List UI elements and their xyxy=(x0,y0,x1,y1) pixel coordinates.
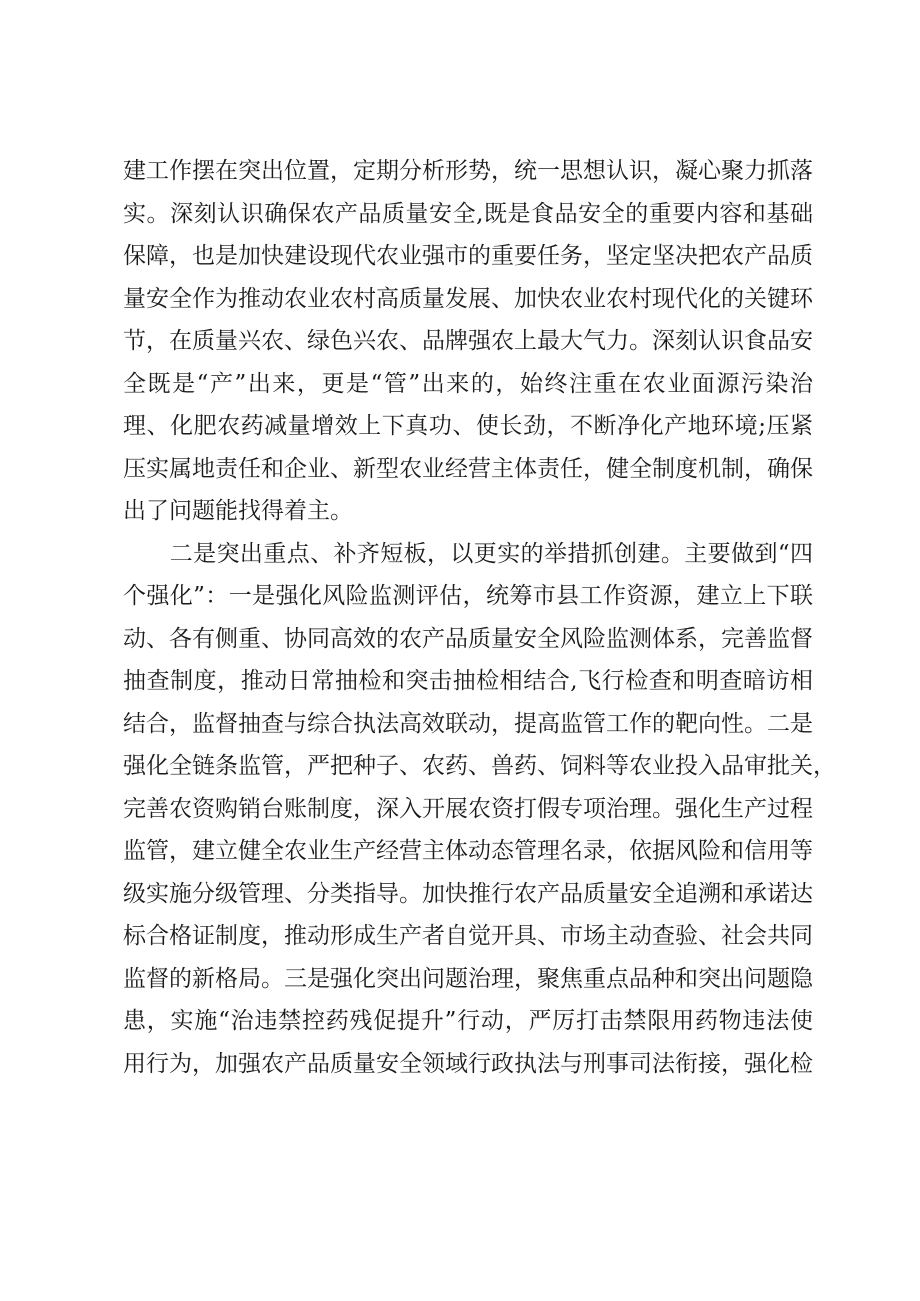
text-line: 用行为，加强农产品质量安全领域行政执法与刑事司法衔接，强化检 xyxy=(123,1050,813,1077)
text-line: 完善农资购销台账制度，深入开展农资打假专项治理。强化生产过程 xyxy=(123,795,813,822)
text-line: 结合，监督抽查与综合执法高效联动，提高监管工作的靶向性。二是 xyxy=(123,710,813,737)
text-line: 标合格证制度，推动形成生产者自觉开具、市场主动查验、社会共同 xyxy=(123,923,813,949)
text-line: 建工作摆在突出位置，定期分析形势，统一思想认识，凝心聚力抓落 xyxy=(123,158,813,184)
text-line: 压实属地责任和企业、新型农业经营主体责任，健全制度机制，确保 xyxy=(123,455,813,482)
text-line: 全既是“产”出来，更是“管”出来的，始终注重在农业面源污染治 xyxy=(123,370,813,397)
text-line: 个强化”：一是强化风险监测评估，统筹市县工作资源，建立上下联 xyxy=(123,583,813,609)
text-line: 实。深刻认识确保农产品质量安全,既是食品安全的重要内容和基础 xyxy=(123,200,813,227)
text-line: 量安全作为推动农业农村高质量发展、加快农业农村现代化的关键环 xyxy=(123,285,813,312)
text-line: 抽查制度，推动日常抽检和突击抽检相结合,飞行检查和明查暗访相 xyxy=(123,668,813,694)
text-line: 级实施分级管理、分类指导。加快推行农产品质量安全追溯和承诺达 xyxy=(123,880,813,907)
text-line: 保障，也是加快建设现代农业强市的重要任务，坚定坚决把农产品质 xyxy=(123,243,813,269)
text-line: 二是突出重点、补齐短板，以更实的举措抓创建。主要做到“四 xyxy=(123,540,813,567)
text-line: 患，实施“治违禁控药残促提升”行动，严厉打击禁限用药物违法使 xyxy=(123,1008,813,1034)
text-line: 理、化肥农药减量增效上下真功、使长劲，不断净化产地环境;压紧 xyxy=(123,413,813,439)
text-line: 强化全链条监管，严把种子、农药、兽药、饲料等农业投入品审批关， xyxy=(123,753,836,779)
text-line: 出了问题能找得着主。 xyxy=(123,498,353,524)
text-line: 节，在质量兴农、绿色兴农、品牌强农上最大气力。深刻认识食品安 xyxy=(123,328,813,354)
body-text xyxy=(123,150,836,1085)
text-line: 监督的新格局。三是强化突出问题治理，聚焦重点品种和突出问题隐 xyxy=(123,965,813,992)
text-line: 监管，建立健全农业生产经营主体动态管理名录，依据风险和信用等 xyxy=(123,838,813,864)
text-line: 动、各有侧重、协同高效的农产品质量安全风险监测体系，完善监督 xyxy=(123,625,813,652)
